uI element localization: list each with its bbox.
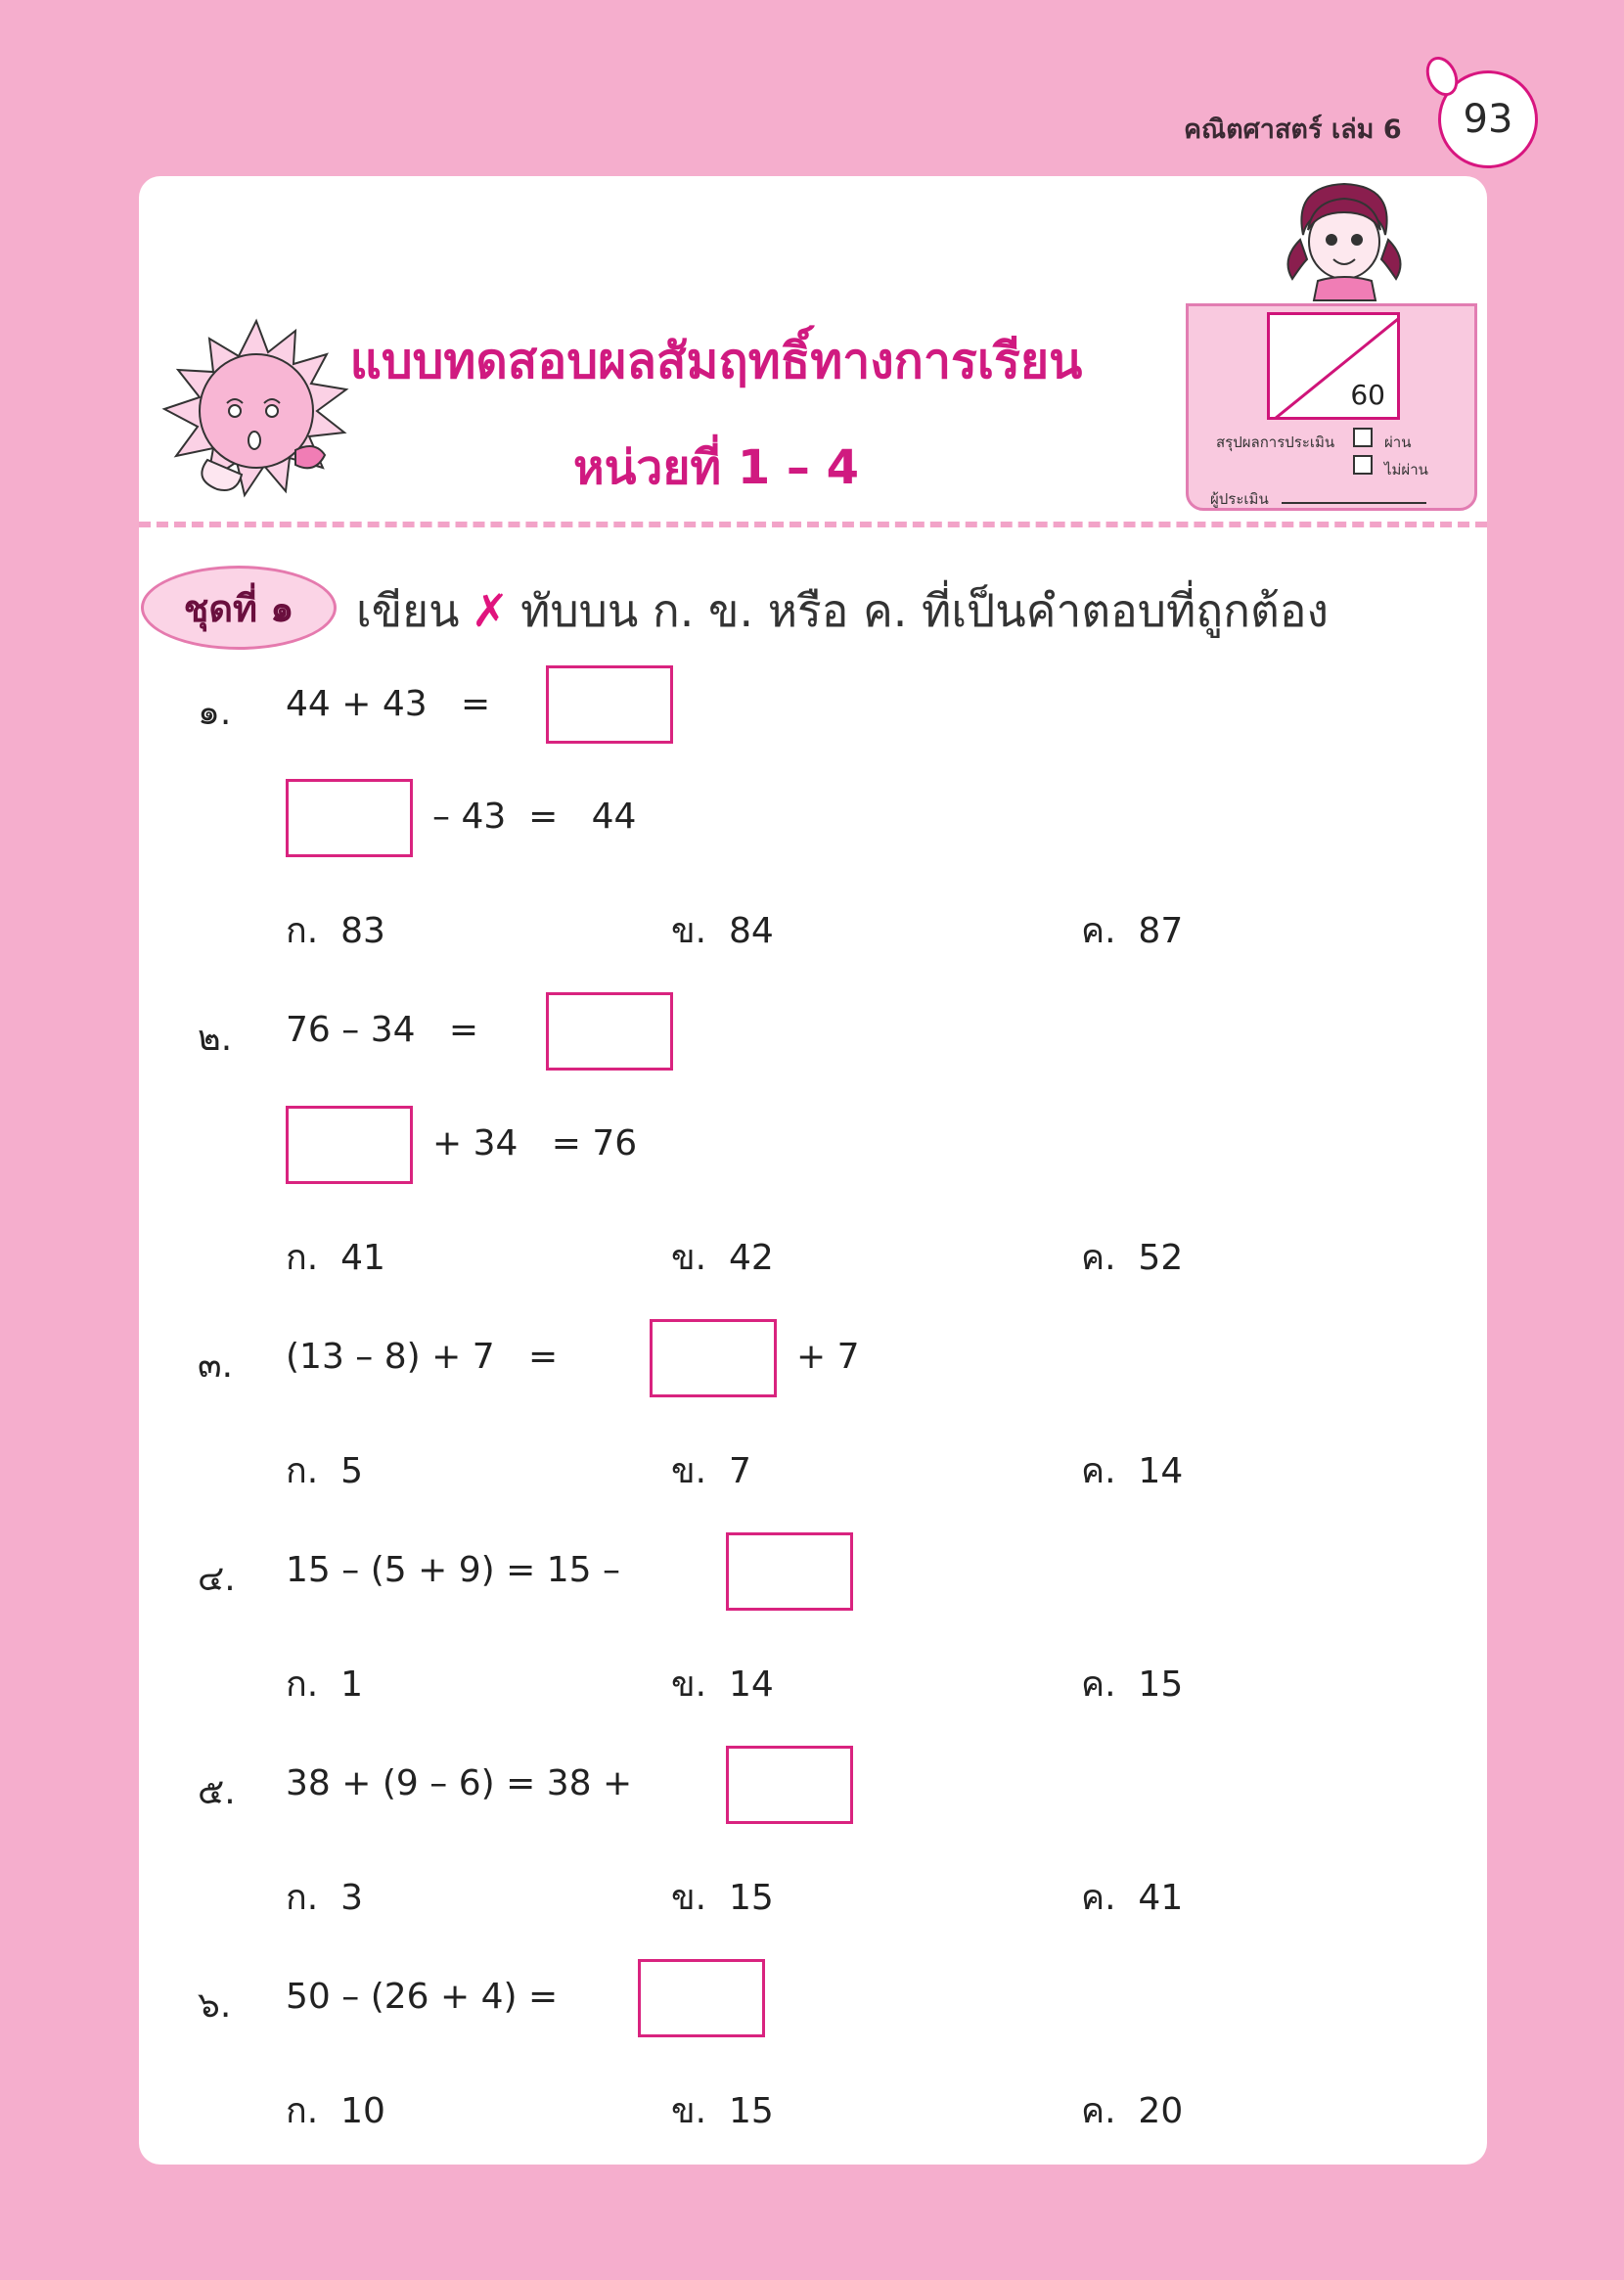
question-3-expression-tail: + 7 (796, 1337, 860, 1377)
question-3-choice-b[interactable]: ข. 7 (671, 1451, 751, 1491)
question-1-check-expression: – 43 = 44 (432, 797, 637, 837)
section-divider (139, 522, 1487, 527)
question-4-answer-box[interactable] (726, 1532, 853, 1611)
question-6-answer-box[interactable] (638, 1959, 765, 2037)
score-panel (1186, 303, 1477, 511)
score-box (1267, 312, 1400, 420)
question-5-choice-b[interactable]: ข. 15 (671, 1878, 774, 1918)
page-number (1438, 70, 1538, 168)
girl-mascot-illustration (1279, 181, 1411, 303)
instruction-text-after: ทับบน ก. ข. หรือ ค. ที่เป็นคำตอบที่ถูกต้อง (520, 584, 1329, 637)
question-4-choice-c[interactable]: ค. 15 (1081, 1664, 1184, 1705)
question-5-number: ๕. (198, 1772, 236, 1812)
question-5-choice-a[interactable]: ก. 3 (286, 1878, 364, 1918)
question-1-answer-box[interactable] (546, 665, 673, 744)
evaluator-signature-line[interactable] (1282, 502, 1426, 504)
question-1-check-box[interactable] (286, 779, 413, 857)
pass-checkbox[interactable] (1353, 428, 1373, 447)
set-badge: ชุดที่ ๑ (141, 566, 337, 650)
question-2-choice-c[interactable]: ค. 52 (1081, 1238, 1184, 1278)
question-6-choice-c[interactable]: ค. 20 (1081, 2091, 1184, 2131)
question-6-expression: 50 – (26 + 4) = (286, 1977, 559, 2017)
page-number-ornament (1421, 52, 1465, 102)
max-score: 60 (1350, 379, 1385, 411)
question-4-expression: 15 – (5 + 9) = 15 – (286, 1550, 620, 1590)
fail-label: ไม่ผ่าน (1384, 461, 1428, 479)
question-2-expression: 76 – 34 = (286, 1010, 478, 1050)
question-1-choice-a[interactable]: ก. 83 (286, 911, 385, 951)
question-1-choice-c[interactable]: ค. 87 (1081, 911, 1184, 951)
question-6-choice-b[interactable]: ข. 15 (671, 2091, 774, 2131)
cross-mark-icon: ✗ (471, 584, 510, 637)
book-title: คณิตศาสตร์ เล่ม 6 (1184, 114, 1402, 145)
test-title: แบบทดสอบผลสัมฤทธิ์ทางการเรียน (349, 333, 1083, 389)
evaluator-label: ผู้ประเมิน (1210, 490, 1269, 508)
page-number-text: 93 (1463, 97, 1513, 142)
instruction (356, 575, 1329, 647)
question-2-check-box[interactable] (286, 1106, 413, 1184)
question-3-choice-c[interactable]: ค. 14 (1081, 1451, 1184, 1491)
sun-mascot-illustration (149, 313, 364, 509)
unit-subtitle: หน่วยที่ 1 – 4 (572, 440, 860, 495)
question-1-expression: 44 + 43 = (286, 684, 491, 724)
worksheet-card (139, 176, 1487, 2165)
question-6-number: ๖. (198, 1985, 232, 2026)
question-5-choice-c[interactable]: ค. 41 (1081, 1878, 1184, 1918)
question-5-answer-box[interactable] (726, 1746, 853, 1824)
question-3-number: ๓. (198, 1345, 234, 1386)
question-2-choice-b[interactable]: ข. 42 (671, 1238, 774, 1278)
question-2-number: ๒. (198, 1019, 233, 1059)
question-4-choice-b[interactable]: ข. 14 (671, 1664, 774, 1705)
evaluation-summary-label: สรุปผลการประเมิน (1216, 433, 1335, 451)
pass-label: ผ่าน (1384, 433, 1412, 451)
question-3-expression: (13 – 8) + 7 = (286, 1337, 559, 1377)
question-1-number: ๑. (198, 693, 232, 733)
question-2-choice-a[interactable]: ก. 41 (286, 1238, 385, 1278)
instruction-text-before: เขียน (356, 584, 460, 637)
question-4-choice-a[interactable]: ก. 1 (286, 1664, 364, 1705)
fail-checkbox[interactable] (1353, 455, 1373, 475)
question-2-answer-box[interactable] (546, 992, 673, 1071)
question-2-check-expression: + 34 = 76 (432, 1123, 638, 1163)
question-5-expression: 38 + (9 – 6) = 38 + (286, 1763, 633, 1803)
question-1-choice-b[interactable]: ข. 84 (671, 911, 774, 951)
question-3-choice-a[interactable]: ก. 5 (286, 1451, 364, 1491)
question-4-number: ๔. (198, 1559, 236, 1599)
question-6-choice-a[interactable]: ก. 10 (286, 2091, 385, 2131)
question-3-answer-box[interactable] (650, 1319, 777, 1397)
